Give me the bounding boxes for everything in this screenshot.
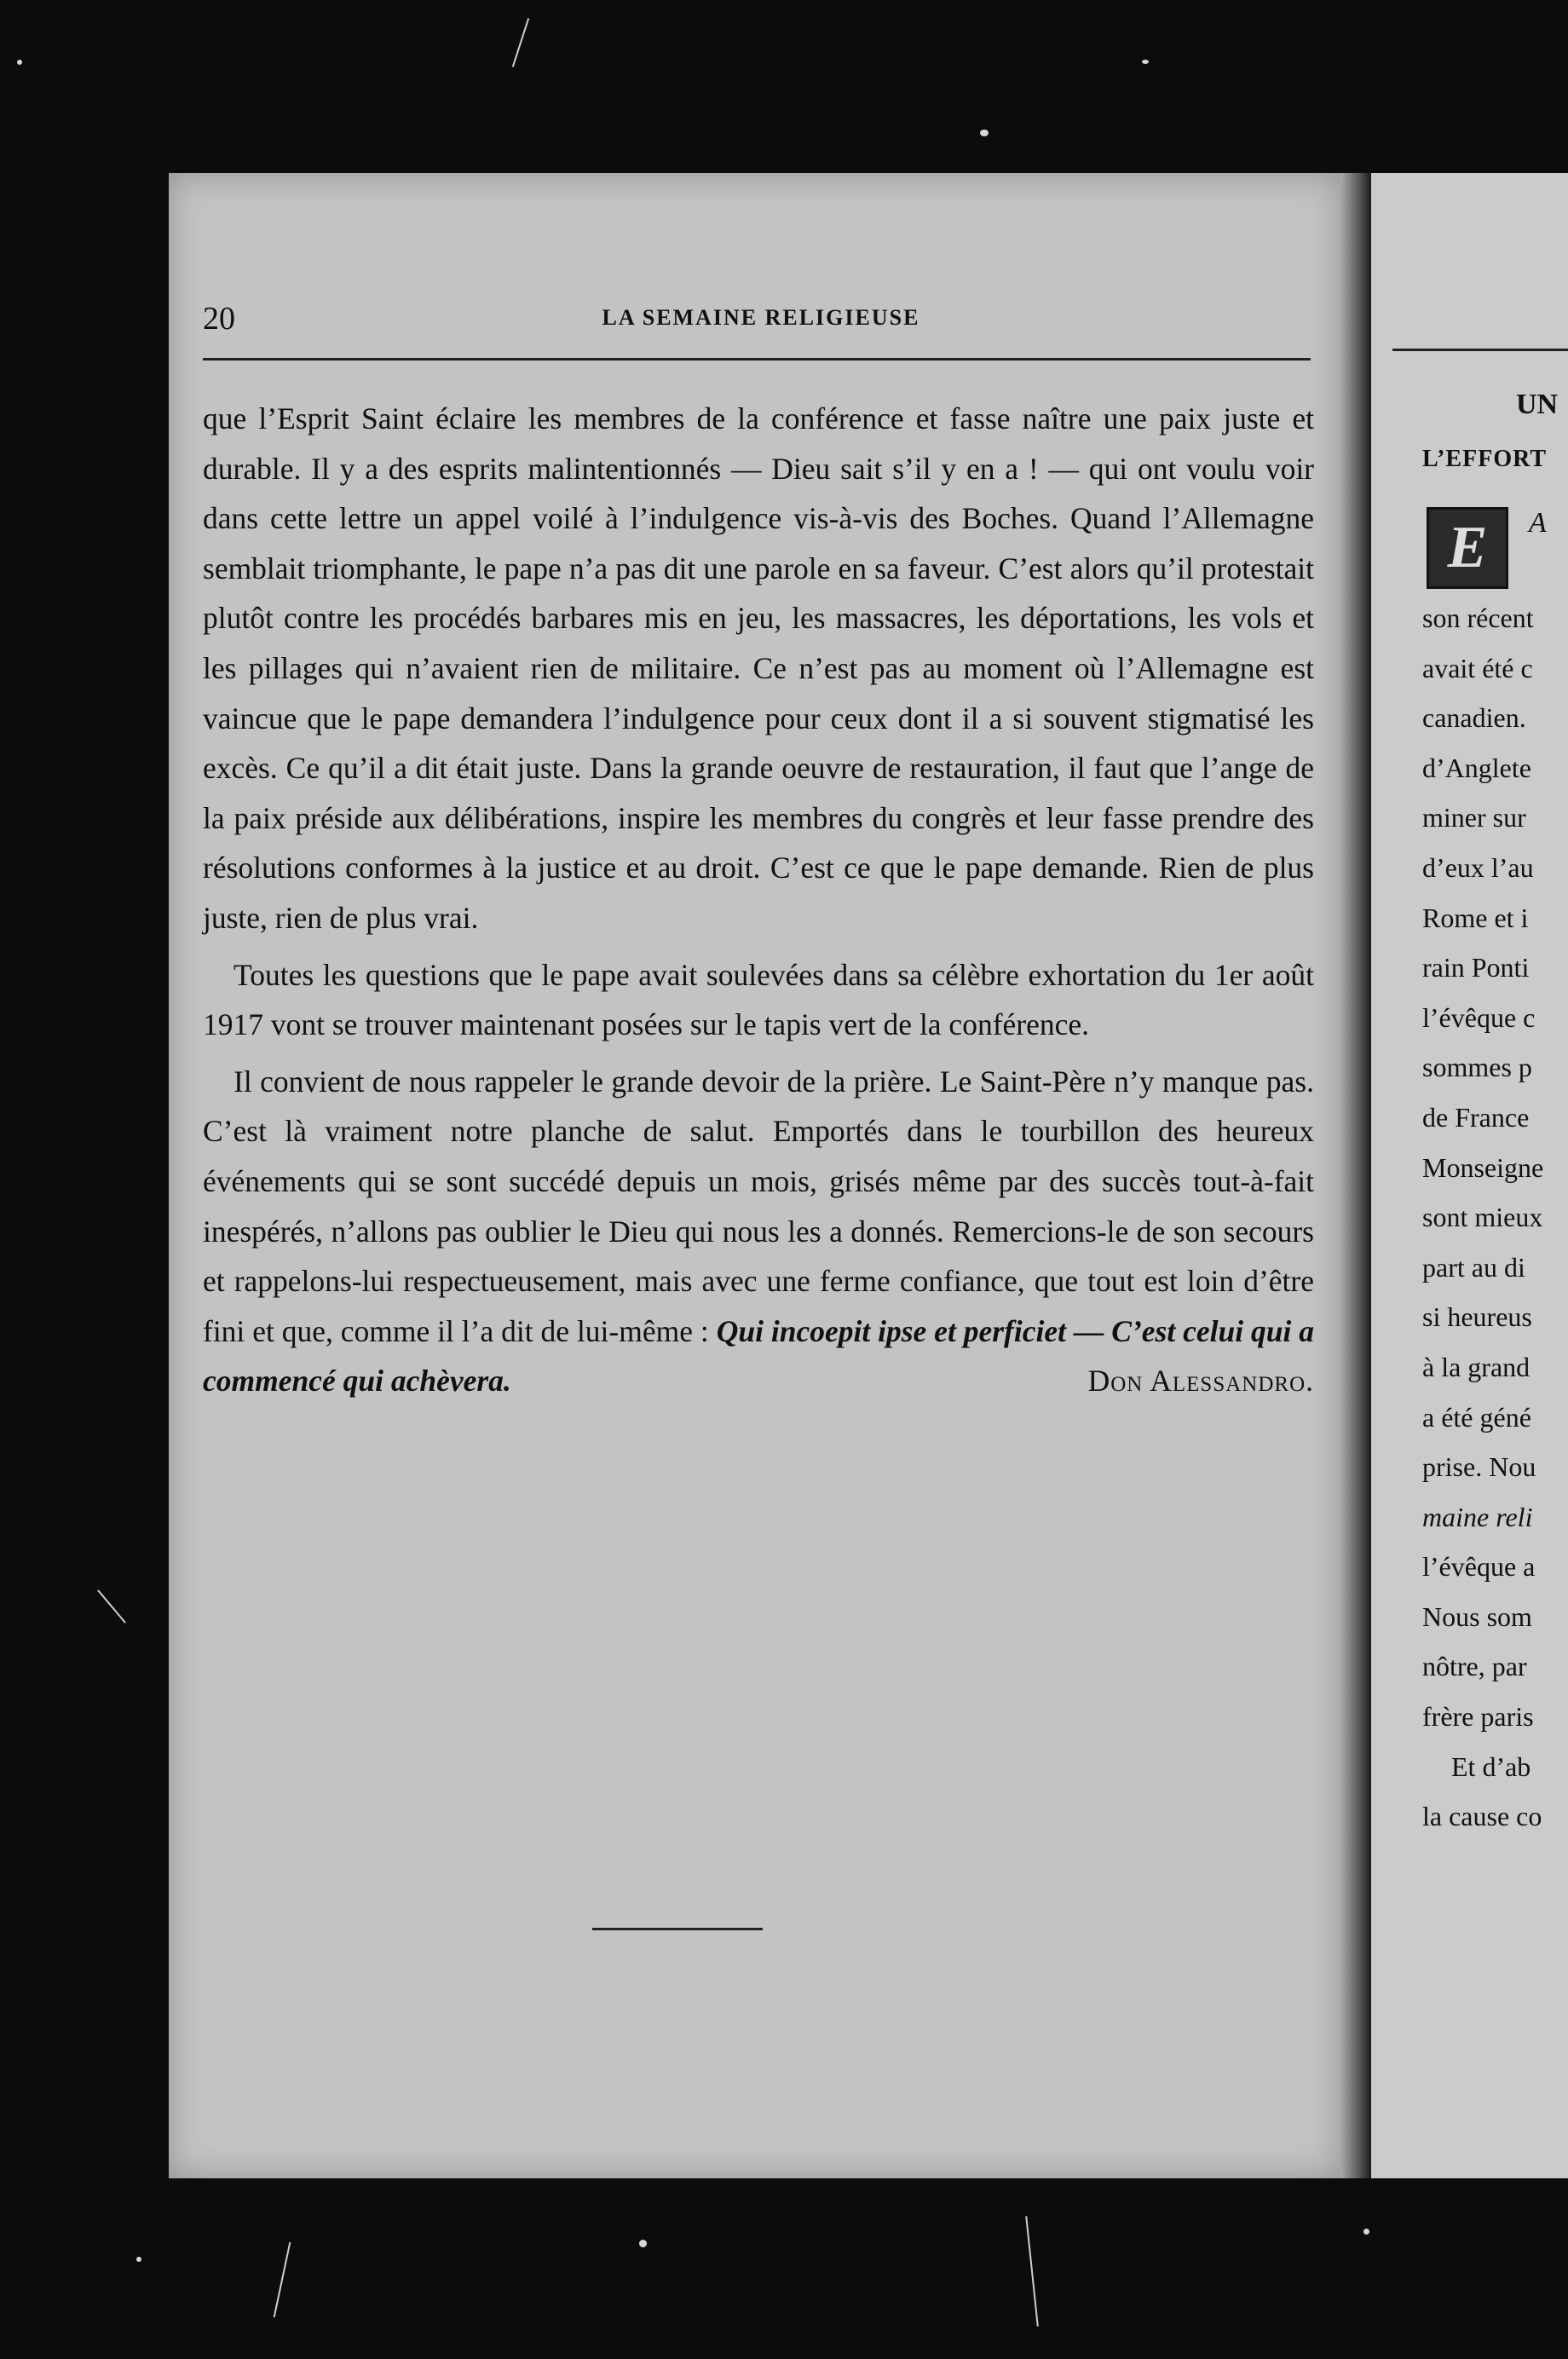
text-line: Rome et i	[1422, 902, 1529, 933]
text-line: Monseigne	[1422, 1151, 1544, 1183]
scan-speck	[17, 60, 22, 65]
text-line: d’Anglete	[1422, 752, 1531, 783]
right-subheading: L’EFFORT	[1422, 446, 1548, 472]
scan-hair	[512, 18, 529, 67]
article-end-rule	[592, 1928, 763, 1930]
text-line: l’évêque c	[1422, 1001, 1536, 1033]
right-page	[1371, 173, 1568, 2178]
text-line: son récent	[1422, 603, 1534, 633]
text-line: sont mieux	[1422, 1202, 1543, 1233]
text-line: frère paris	[1422, 1701, 1534, 1733]
right-column-text	[1422, 593, 1568, 1842]
text-line: prise. Nou	[1422, 1451, 1536, 1483]
scan-speck	[1142, 60, 1149, 64]
quote-translation: — C’est celui qui a commencé qui achèvera.	[203, 1313, 1315, 1399]
text-line: maine reli	[1422, 1501, 1533, 1532]
scan-speck	[1363, 2229, 1369, 2235]
running-title: LA SEMAINE RELIGIEUSE	[602, 305, 920, 330]
text-line: canadien.	[1422, 702, 1526, 734]
scan-speck	[639, 2240, 647, 2247]
scan-hair	[274, 2242, 291, 2317]
author-signature: Don Alessandro.	[1087, 1364, 1314, 1399]
text-line: l’évêque a	[1422, 1551, 1536, 1583]
text-line: miner sur	[1422, 802, 1526, 833]
text-line: Et d’ab	[1451, 1751, 1531, 1782]
scan-speck	[980, 130, 989, 136]
text-line: a été géné	[1422, 1401, 1531, 1433]
page-gutter	[1340, 173, 1371, 2178]
text-line: la cause co	[1422, 1801, 1542, 1832]
text-line: Nous som	[1422, 1601, 1532, 1632]
ornamental-dropcap	[1427, 507, 1508, 589]
text-line: rain Ponti	[1422, 952, 1530, 983]
page-number: 20	[203, 301, 235, 337]
dropcap-letter: E	[1447, 515, 1488, 580]
text-line: de France	[1422, 1101, 1530, 1133]
article-body	[203, 394, 1314, 1413]
dropcap-follow-text: A	[1529, 507, 1547, 539]
paragraph: Toutes les questions que le pape avait soulevées dans sa célèbre exhortation du 1er août 1917 vont se trouver maintenant posées sur le tapis vert de la conférence.	[203, 957, 1314, 1042]
scan-speck	[136, 2257, 141, 2262]
right-header-rule	[1392, 349, 1568, 351]
text-line: sommes p	[1422, 1052, 1532, 1083]
paragraph: que l’Esprit Saint éclaire les membres de la conférence et fasse naître une paix juste et durable. Il y a des esprits malintentionnés — Dieu sait s’il y en a ! — qui ont voulu voir dans cette lettre un appel voilé à l’indulgence vis-à-vis des Boches. Quand l’Allemagne semblait triomphante, le pape n’a pas dit une parole en sa faveur. C’est alors qu’il protestait plutôt contre les procédés barbares mis en jeu, les massacres, les déportations, les vols et les pillages qui n’avaient rien de militaire. Ce n’est pas au moment où l’Allemagne est vaincue que le pape demandera l’indulgence pour ceux dont il a si souvent stigmatisé les excès. Ce qu’il a dit était juste. Dans la grande oeuvre de restauration, il faut que l’ange de la paix préside aux délibérations, inspire les membres du congrès et leur fasse prendre des résolutions conformes à la justice et au droit. C’est ce que le pape demande. Rien de plus juste, rien de plus vrai.	[203, 401, 1314, 935]
scan-hair	[1025, 2216, 1039, 2326]
running-head	[203, 300, 1311, 343]
text-line: si heureus	[1422, 1301, 1532, 1333]
scan-hair	[97, 1589, 126, 1624]
text-line: part au di	[1422, 1251, 1525, 1283]
right-heading: UN	[1516, 389, 1559, 420]
text-line: nôtre, par	[1422, 1651, 1527, 1682]
text-line: d’eux l’au	[1422, 851, 1534, 883]
latin-quote: Qui incoepit ipse et perficiet	[716, 1313, 1066, 1348]
paragraph-text: Il convient de nous rappeler le grande devoir de la prière. Le Saint-Père n’y manque pas. C’est là vraiment notre planche de salut. Emportés dans le tourbillon des heureux événements qui se sont succédé depuis un mois, grisés même par des succès tout-à-fait inespérés, n’allons pas oublier le Dieu qui nous les a donnés. Remercions-le de son secours et rappelons-lui respectueusement, mais avec une ferme confiance, que tout est loin d’être fini et que, comme il l’a dit de lui-même :	[203, 1064, 1314, 1348]
text-line: avait été c	[1422, 652, 1533, 683]
text-line: à la grand	[1422, 1351, 1531, 1382]
paragraph	[203, 1057, 1314, 1406]
header-rule	[203, 358, 1311, 360]
